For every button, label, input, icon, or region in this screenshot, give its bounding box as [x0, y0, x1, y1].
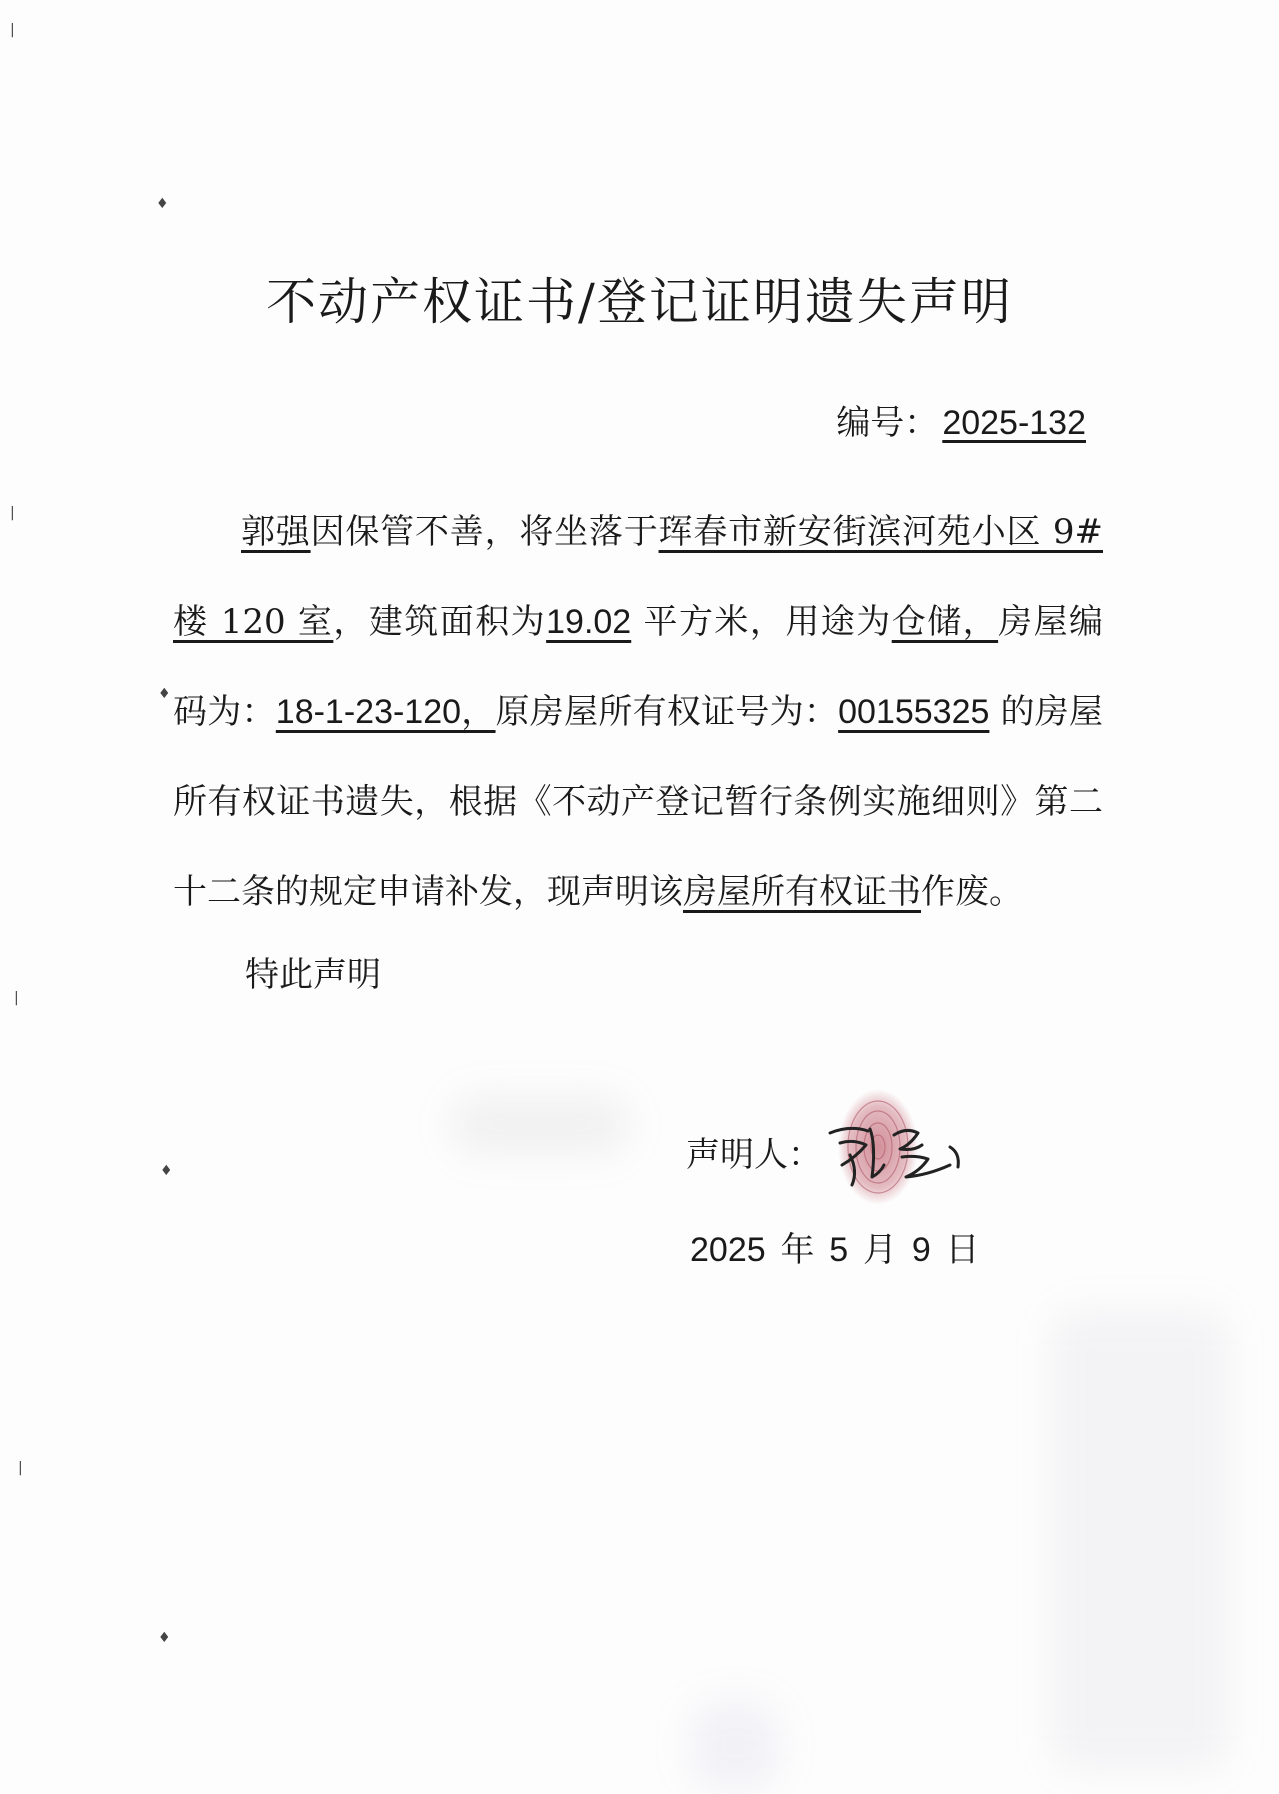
scan-shadow — [450, 1095, 630, 1155]
document-number — [836, 395, 1086, 444]
body-text: 原房屋所有权证号为： — [495, 692, 839, 732]
document-number-value: 2025-132 — [942, 404, 1086, 442]
body-text: 作废。 — [921, 872, 1023, 912]
owner-name: 郭强 — [241, 512, 311, 552]
body-text: ，建筑面积为 — [333, 602, 547, 642]
property-usage: 仓储， — [891, 602, 999, 642]
edge-tick: | — [10, 22, 15, 38]
signature-with-fingerprint — [810, 1085, 980, 1215]
body-text: 因保管不善，将坐落于 — [310, 512, 659, 552]
date-month-unit: 月 — [852, 1230, 908, 1270]
declaration-date — [686, 1222, 980, 1271]
binding-mark: ♦ — [160, 1163, 173, 1179]
voided-certificate: 房屋所有权证书 — [683, 872, 921, 912]
edge-tick: | — [18, 1460, 23, 1476]
closing-statement: 特此声明 — [245, 955, 381, 995]
property-address: 珲春市新安街滨河苑小区 9#楼 120 室 — [173, 512, 1104, 642]
binding-mark: ♦ — [158, 686, 171, 702]
property-code: 18-1-23-120， — [275, 693, 496, 731]
declaration-body — [173, 487, 1103, 937]
edge-tick: | — [14, 990, 19, 1006]
date-year-unit: 年 — [769, 1230, 826, 1270]
date-month: 5 — [829, 1231, 849, 1269]
date-day-unit: 日 — [934, 1230, 980, 1270]
binding-mark: ♦ — [156, 196, 169, 212]
floor-area: 19.02 — [546, 603, 632, 641]
body-text: 的房屋所有权证书遗失，根据《不动产登记暂行条例实施细则》第二十二条的规定申请补发，现声明该 — [173, 692, 1104, 912]
document-title: 不动产权证书/登记证明遗失声明 — [266, 273, 1013, 331]
body-text: 房屋编码为： — [173, 602, 1104, 732]
body-text: 平方米，用途为 — [631, 602, 892, 642]
document-number-label: 编号： — [836, 403, 939, 443]
scan-shadow — [1050, 1310, 1230, 1770]
scan-shadow — [690, 1700, 780, 1790]
certificate-number: 00155325 — [838, 693, 990, 731]
binding-mark: ♦ — [158, 1630, 171, 1646]
date-day: 9 — [911, 1231, 931, 1269]
date-year: 2025 — [690, 1231, 766, 1269]
declarant-label: 声明人： — [686, 1135, 822, 1175]
edge-tick: | — [10, 505, 15, 521]
